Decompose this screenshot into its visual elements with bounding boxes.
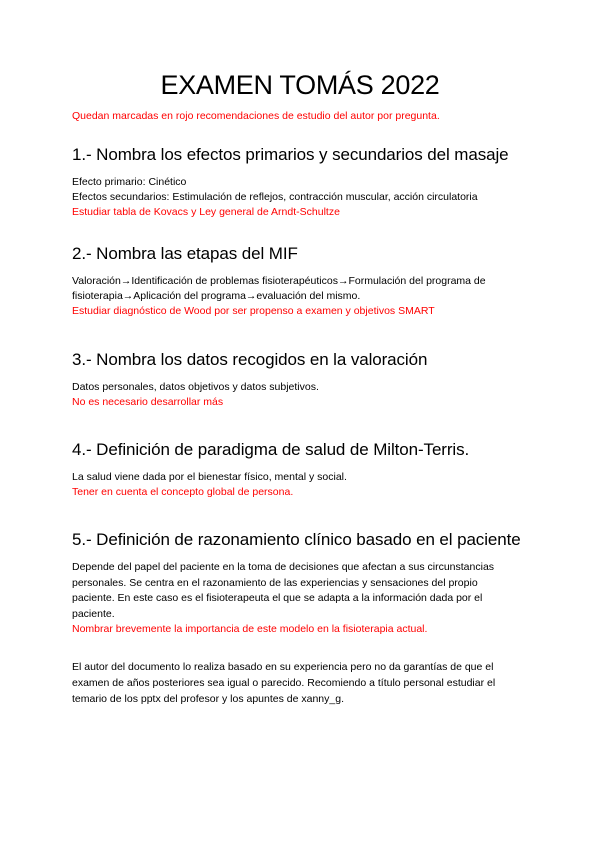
answer-line: paciente.: [72, 607, 115, 620]
disclaimer-line: El autor del documento lo realiza basado en su experiencia pero no da garantías de que el: [72, 661, 494, 673]
disclaimer-line: examen de años posteriores sea igual o parecido. Recomiendo a título personal estudiar el: [72, 677, 496, 689]
answer-line: fisioterapia→Aplicación del programa→evaluación del mismo.: [72, 290, 361, 302]
author-disclaimer: [72, 659, 532, 707]
study-recommendation: Estudiar tabla de Kovacs y Ley general de Arndt-Schultze: [72, 206, 340, 218]
answer-line: paciente. En este caso es el fisioterapeuta el que se adapta a la información dada por el: [72, 592, 483, 604]
question-heading: 5.- Definición de razonamiento clínico basado en el paciente: [72, 530, 521, 549]
question-heading: 4.- Definición de paradigma de salud de Milton-Terris.: [72, 440, 470, 459]
answer-line: La salud viene dada por el bienestar físico, mental y social.: [72, 471, 347, 483]
question-section-5: [72, 530, 532, 638]
intro-note: Quedan marcadas en rojo recomendaciones de estudio del autor por pregunta.: [72, 110, 440, 122]
question-heading: 2.- Nombra las etapas del MIF: [72, 244, 298, 263]
answer-line: Valoración→Identificación de problemas fisioterapéuticos→Formulación del programa de: [72, 275, 486, 287]
question-heading: 3.- Nombra los datos recogidos en la valoración: [72, 350, 428, 369]
question-section-2: [72, 244, 532, 319]
study-recommendation: No es necesario desarrollar más: [72, 396, 224, 408]
answer-line: Datos personales, datos objetivos y datos subjetivos.: [72, 381, 319, 393]
answer-line: Efectos secundarios: Estimulación de reflejos, contracción muscular, acción circulatoria: [72, 191, 478, 203]
question-section-4: [72, 440, 532, 500]
study-recommendation: Tener en cuenta el concepto global de persona.: [72, 486, 294, 498]
question-heading: 1.- Nombra los efectos primarios y secundarios del masaje: [72, 145, 509, 164]
answer-line: Efecto primario: Cinético: [72, 176, 187, 188]
page-title: EXAMEN TOMÁS 2022: [160, 70, 440, 100]
question-section-1: [72, 145, 532, 220]
disclaimer-line: temario de los pptx del profesor y los apuntes de xanny_g.: [72, 693, 344, 705]
study-recommendation: Nombrar brevemente la importancia de este modelo en la fisioterapia actual.: [72, 623, 428, 635]
question-section-3: [72, 350, 532, 410]
answer-line: Depende del papel del paciente en la toma de decisiones que afectan a sus circunstancias: [72, 561, 495, 573]
answer-line: personales. Se centra en el razonamiento de las experiencias y sensaciones del propio: [72, 576, 478, 589]
study-recommendation: Estudiar diagnóstico de Wood por ser propenso a examen y objetivos SMART: [72, 305, 435, 317]
